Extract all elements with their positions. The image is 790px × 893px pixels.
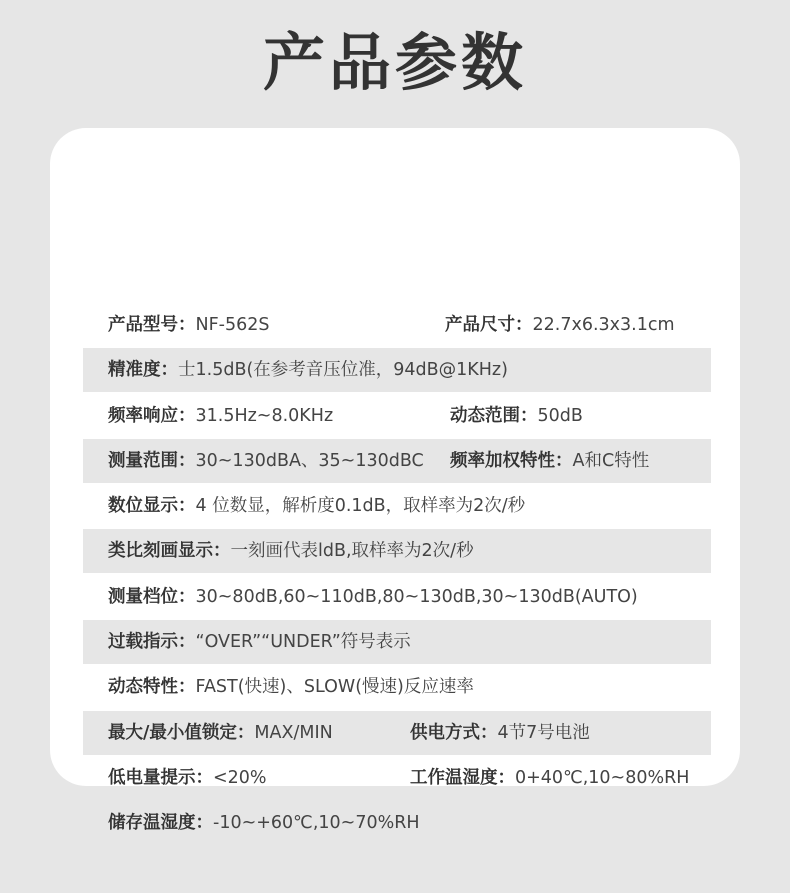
spec-label: 测量档位：: [108, 586, 196, 607]
spec-value: “OVER”“UNDER”符号表示: [195, 632, 411, 653]
spec-value: 30~130dBA、35~130dBC: [195, 450, 424, 471]
spec-value: 4 位数显，解析度0.1dB，取样率为2次/秒: [195, 496, 526, 517]
spec-item: [108, 348, 508, 392]
spec-label: 频率响应：: [108, 405, 196, 426]
spec-row: [83, 439, 711, 483]
spec-item: [108, 711, 333, 755]
spec-row: [83, 529, 711, 573]
spec-item: [108, 620, 411, 664]
spec-item: [108, 484, 525, 528]
spec-value: NF-562S: [195, 315, 270, 335]
spec-value: 31.5Hz~8.0KHz: [195, 405, 334, 426]
spec-item: [450, 394, 583, 438]
spec-value: 0+40℃,10~80%RH: [515, 767, 690, 788]
spec-value: 士1.5dB(在参考音压位准，94dB@1KHz): [178, 360, 508, 381]
spec-item: [108, 756, 267, 800]
spec-card: [50, 128, 740, 834]
spec-row: [83, 303, 711, 347]
spec-item: [410, 711, 590, 755]
spec-label: 类比刻画显示：: [108, 541, 231, 562]
spec-label: 过载指示：: [108, 632, 196, 653]
spec-row: [83, 394, 711, 438]
spec-label: 频率加权特性：: [450, 450, 573, 471]
page-title: 产品参数: [262, 26, 527, 99]
spec-label: 数位显示：: [108, 496, 196, 517]
spec-value: 22.7x6.3x3.1cm: [532, 315, 675, 335]
spec-item: [445, 303, 675, 347]
spec-row: [83, 484, 711, 528]
spec-row: [83, 756, 711, 800]
spec-value: -10~+60℃,10~70%RH: [213, 813, 420, 834]
spec-item: [450, 439, 649, 483]
spec-label: 供电方式：: [410, 722, 498, 743]
spec-value: 一刻画代表ldB,取样率为2次/秒: [230, 541, 474, 562]
spec-item: [108, 303, 269, 347]
spec-table: [83, 303, 711, 847]
spec-value: MAX/MIN: [254, 722, 333, 743]
spec-value: 30~80dB,60~110dB,80~130dB,30~130dB(AUTO): [195, 586, 638, 607]
spec-item: [108, 665, 474, 709]
spec-row: [83, 620, 711, 664]
spec-row: [83, 711, 711, 755]
spec-label: 工作温湿度：: [410, 767, 515, 788]
spec-label: 最大/最小值锁定：: [108, 722, 255, 743]
spec-row: [83, 348, 711, 392]
spec-item: [108, 394, 333, 438]
spec-row: [83, 575, 711, 619]
spec-item: [108, 439, 424, 483]
spec-label: 测量范围：: [108, 450, 196, 471]
spec-label: 储存温湿度：: [108, 813, 213, 834]
spec-value: <20%: [213, 767, 267, 788]
spec-item: [108, 575, 638, 619]
spec-item: [410, 756, 689, 800]
spec-label: 动态特性：: [108, 677, 196, 698]
spec-item: [108, 801, 420, 845]
spec-label: 精准度：: [108, 360, 178, 381]
spec-label: 产品型号：: [108, 315, 196, 335]
spec-value: 4节7号电池: [497, 722, 590, 743]
spec-value: 50dB: [537, 405, 583, 426]
spec-value: FAST(快速)、SLOW(慢速)反应速率: [195, 677, 474, 698]
spec-label: 低电量提示：: [108, 767, 213, 788]
spec-row: [83, 665, 711, 709]
spec-item: [108, 529, 474, 573]
spec-value: A和C特性: [572, 450, 650, 471]
spec-label: 产品尺寸：: [445, 315, 533, 335]
spec-row: [83, 801, 711, 845]
spec-label: 动态范围：: [450, 405, 538, 426]
